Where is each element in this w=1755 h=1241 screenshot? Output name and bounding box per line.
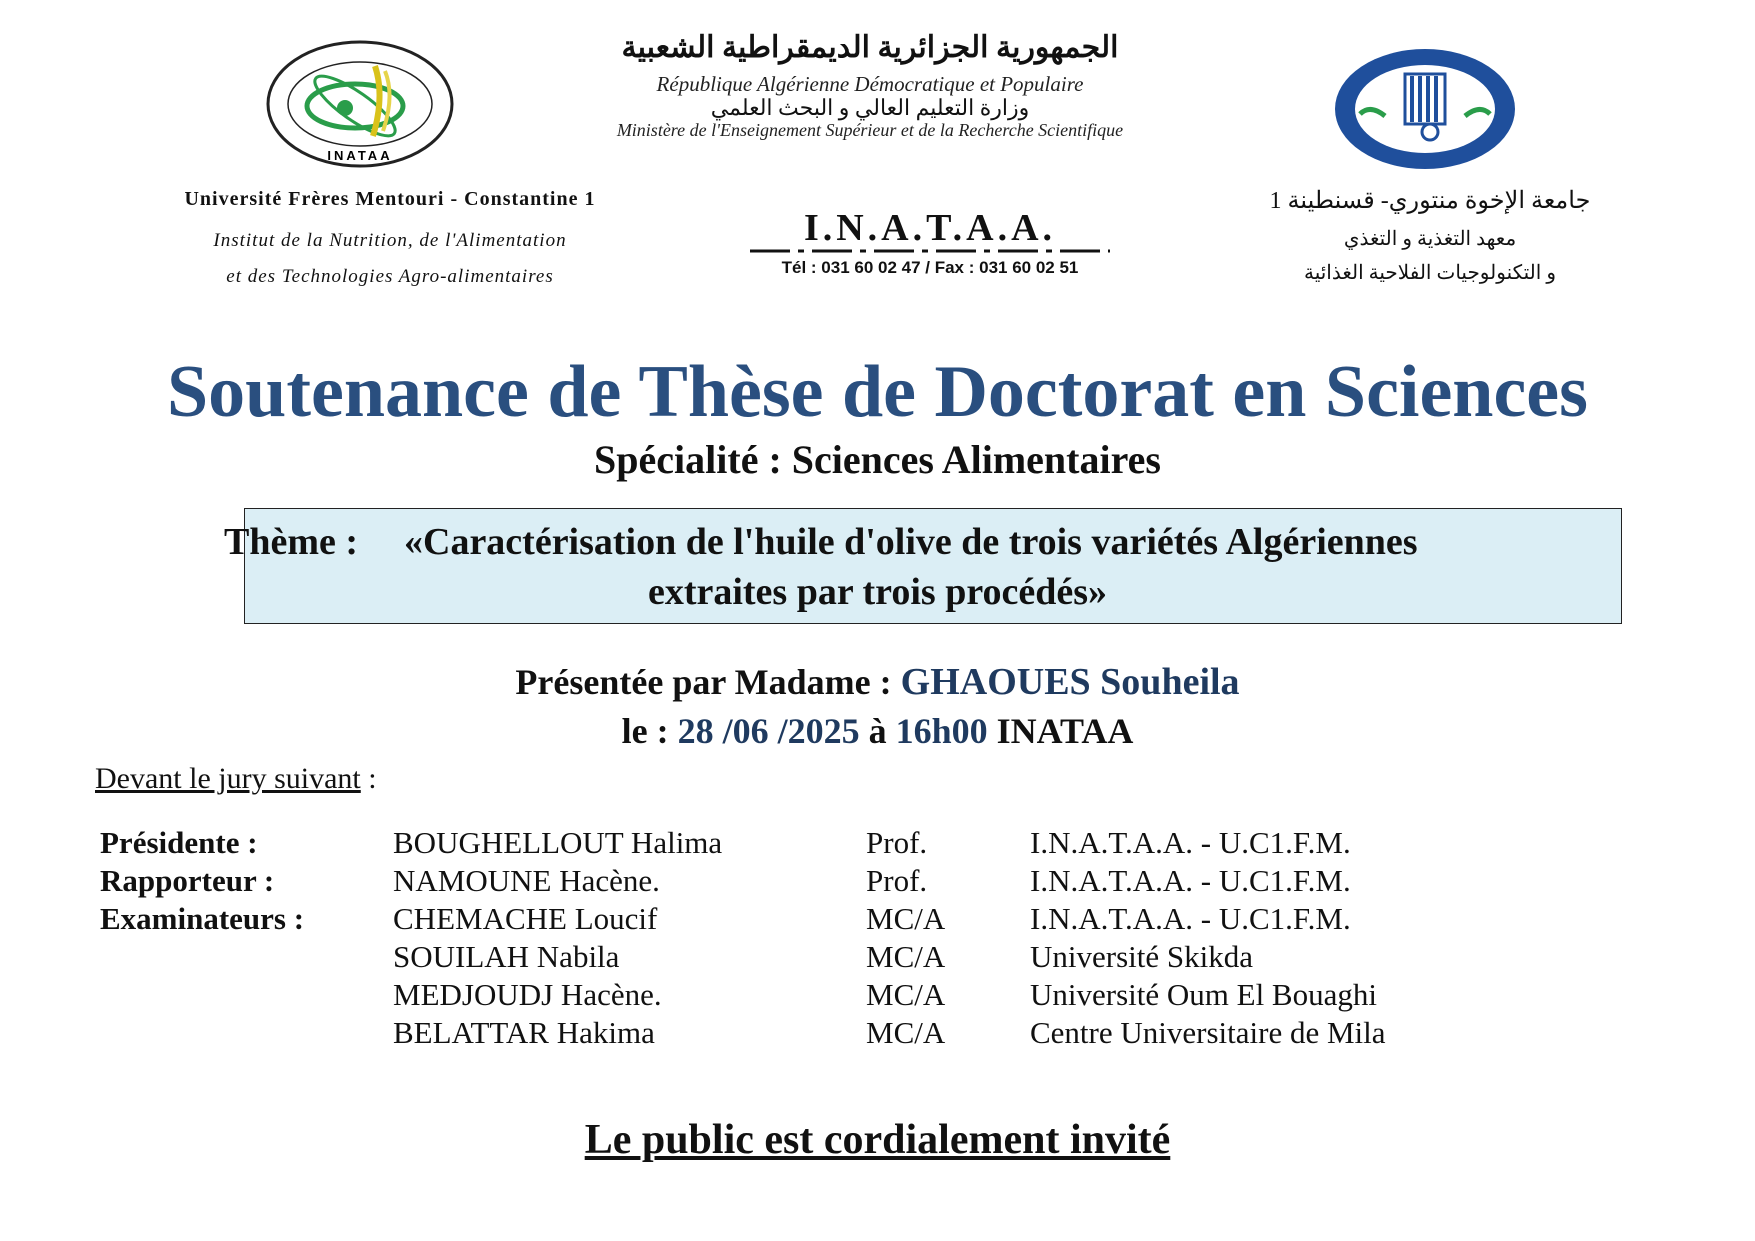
jury-intro-colon: : <box>360 762 377 795</box>
jury-member-name: MEDJOUDJ Hacène. <box>393 977 662 1012</box>
defense-place: INATAA <box>996 711 1134 751</box>
jury-grade: Prof. <box>866 825 928 860</box>
jury-institution: Université Skikda <box>1030 939 1253 974</box>
jury-institution: I.N.A.T.A.A. - U.C1.F.M. <box>1030 825 1351 860</box>
defense-time: 16h00 <box>895 711 988 751</box>
acronym-dashed-rule <box>750 248 1110 254</box>
university-name-ar: جامعة الإخوة منتوري- قسنطينة 1 <box>1269 188 1591 214</box>
date-prefix: le : <box>621 711 669 751</box>
institute-name-ar-line1: معهد التغذية و التغذي <box>1343 228 1517 250</box>
institute-acronym: I.N.A.T.A.A. <box>803 207 1057 249</box>
public-invitation: Le public est cordialement invité <box>584 1117 1171 1163</box>
institute-name-ar-line2: و التكنولوجيات الفلاحية الغذائية <box>1303 262 1556 284</box>
jury-member-name: CHEMACHE Loucif <box>393 901 658 936</box>
page-title: Soutenance de Thèse de Doctorat en Sciences <box>167 351 1588 433</box>
jury-intro <box>95 762 377 796</box>
jury-role: Rapporteur : <box>100 863 275 898</box>
jury-member-name: BOUGHELLOUT Halima <box>393 825 723 860</box>
jury-grade: MC/A <box>866 939 946 974</box>
university-name-fr: Université Frères Mentouri - Constantine 1 <box>184 188 596 210</box>
presenter-name: GHAOUES Souheila <box>900 661 1240 703</box>
logo-left-label: INATAA <box>327 148 393 163</box>
inataa-logo <box>245 36 475 176</box>
jury-member-name: NAMOUNE Hacène. <box>393 863 660 898</box>
institute-name-fr-line2: et des Technologies Agro-alimentaires <box>226 266 554 287</box>
arabic-ministry-heading: وزارة التعليم العالي و البحث العلمي <box>710 95 1030 120</box>
contact-line: Tél : 031 60 02 47 / Fax : 031 60 02 51 <box>781 258 1079 277</box>
jury-grade: MC/A <box>866 1015 946 1050</box>
jury-institution: I.N.A.T.A.A. - U.C1.F.M. <box>1030 863 1351 898</box>
university-logo <box>1330 44 1520 174</box>
institute-name-fr-line1: Institut de la Nutrition, de l'Alimentation <box>213 230 567 251</box>
presented-label: Présentée par Madame : <box>515 662 892 702</box>
french-republic-heading: République Algérienne Démocratique et Populaire <box>656 72 1084 96</box>
theme-text-line2: extraites par trois procédés» <box>647 571 1108 613</box>
jury-institution: I.N.A.T.A.A. - U.C1.F.M. <box>1030 901 1351 936</box>
theme-text-line1: «Caractérisation de l'huile d'olive de trois variétés Algériennes <box>404 521 1418 563</box>
jury-role: Examinateurs : <box>100 901 305 936</box>
theme-label: Thème : <box>224 521 359 563</box>
jury-grade: MC/A <box>866 977 946 1012</box>
jury-intro-text: Devant le jury suivant <box>95 762 361 795</box>
date-line <box>0 710 1755 752</box>
jury-member-name: SOUILAH Nabila <box>393 939 620 974</box>
speciality-line: Spécialité : Sciences Alimentaires <box>594 437 1161 482</box>
french-ministry-heading: Ministère de l'Enseignement Supérieur et de la Recherche Scientifique <box>616 120 1124 140</box>
jury-institution: Université Oum El Bouaghi <box>1030 977 1377 1012</box>
date-at: à <box>868 711 887 751</box>
jury-role: Présidente : <box>100 825 258 860</box>
jury-institution: Centre Universitaire de Mila <box>1030 1015 1386 1050</box>
jury-grade: Prof. <box>866 863 928 898</box>
arabic-republic-heading: الجمهورية الجزائرية الديمقراطية الشعبية <box>621 31 1119 64</box>
presented-by-line <box>0 660 1755 704</box>
defense-date: 28 /06 /2025 <box>677 711 860 751</box>
jury-member-name: BELATTAR Hakima <box>393 1015 655 1050</box>
jury-grade: MC/A <box>866 901 946 936</box>
